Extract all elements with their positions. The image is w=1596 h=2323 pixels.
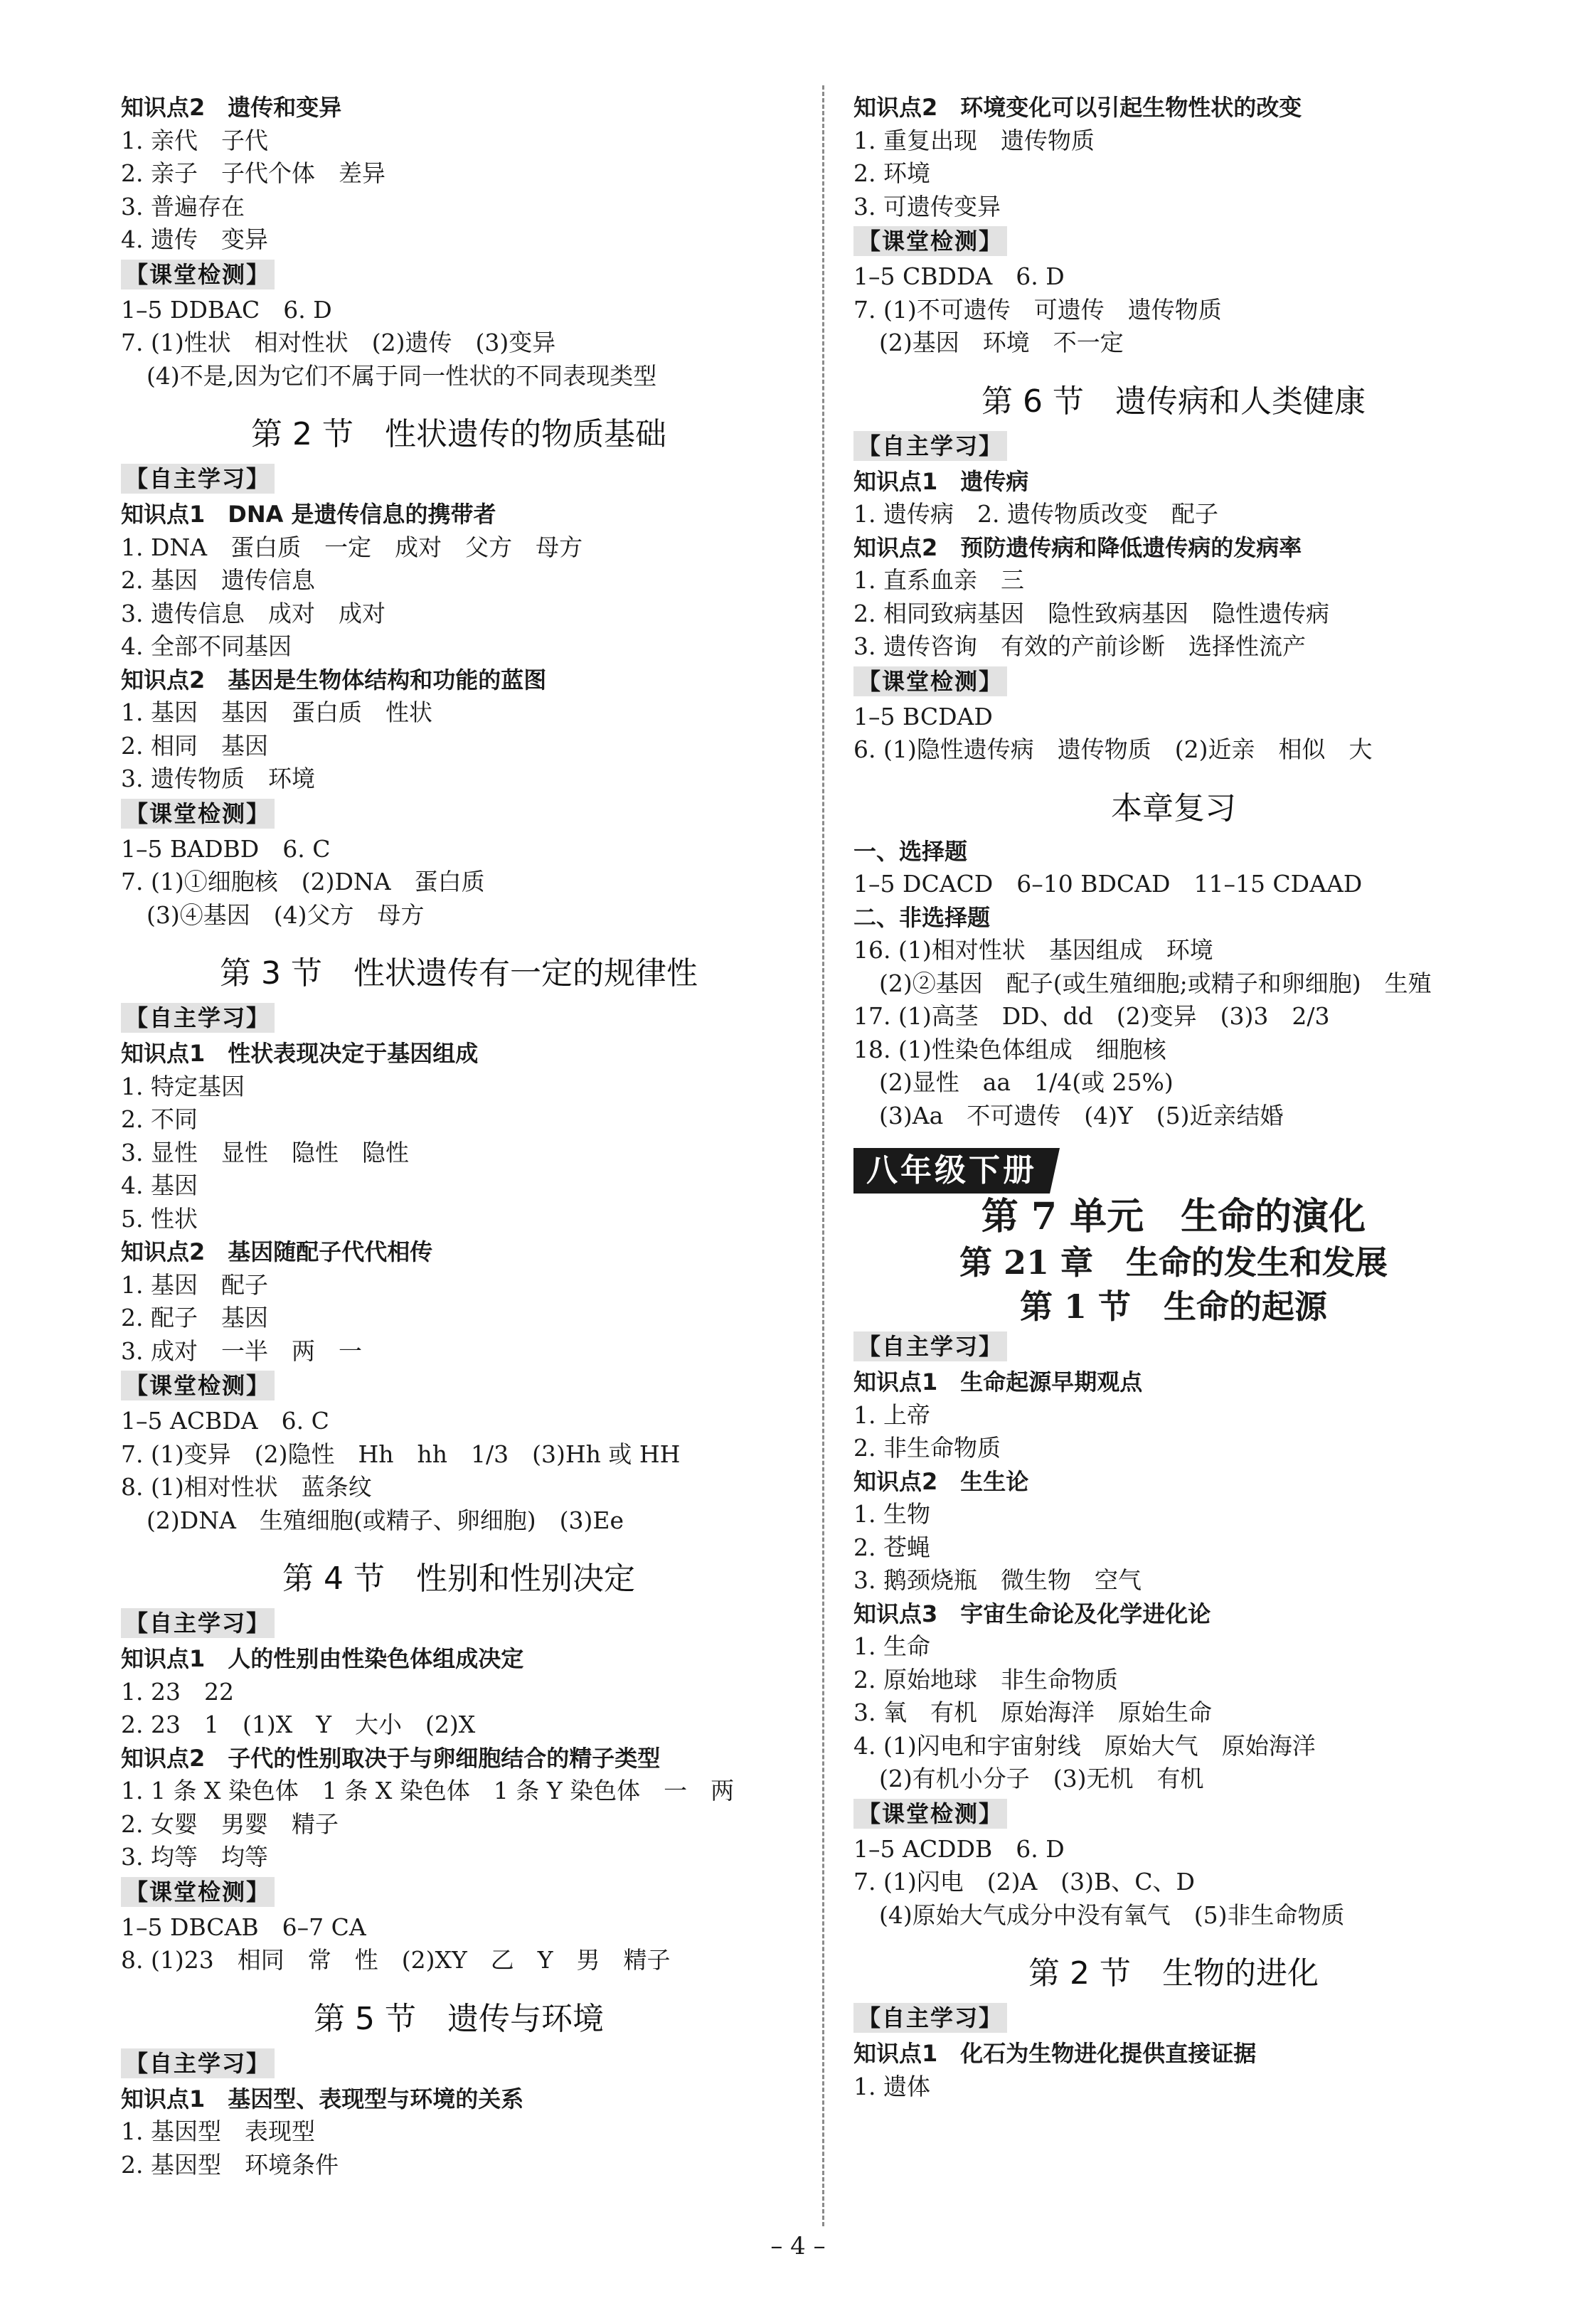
section-title: 第 5 节 遗传与环境 <box>314 2000 604 2037</box>
answer-line: 4. 遗传 变异 <box>121 225 268 253</box>
knowledge-point-heading: 知识点1 遗传病 <box>853 467 1029 495</box>
answer-line: 1. 生命 <box>853 1632 930 1660</box>
answer-line: 1. 23 22 <box>121 1677 234 1706</box>
answer-line: 1. 上帝 <box>853 1400 930 1429</box>
answer-line: 1–5 BADBD 6. C <box>121 834 331 863</box>
knowledge-point-heading: 一、选择题 <box>853 837 968 865</box>
knowledge-point-heading: 知识点2 生生论 <box>853 1467 1029 1495</box>
answer-line: 1. DNA 蛋白质 一定 成对 父方 母方 <box>121 533 583 561</box>
page-number: – 4 – <box>770 2232 826 2260</box>
answer-line: 16. (1)相对性状 基因组成 环境 <box>853 936 1213 964</box>
section-title: 第 4 节 性别和性别决定 <box>282 1561 635 1597</box>
answer-line: 2. 相同致病基因 隐性致病基因 隐性遗传病 <box>853 599 1329 627</box>
answer-line: 1–5 BCDAD <box>853 702 993 730</box>
section-tag-row <box>121 461 797 498</box>
section-title: 第 3 节 性状遗传有一定的规律性 <box>220 955 698 992</box>
section-title: 第 2 节 生物的进化 <box>1028 1955 1319 1992</box>
answer-line: 7. (1)①细胞核 (2)DNA 蛋白质 <box>121 868 485 895</box>
knowledge-point-heading: 知识点2 基因是生物体结构和功能的蓝图 <box>121 666 547 693</box>
knowledge-point-heading: 知识点2 环境变化可以引起生物性状的改变 <box>853 94 1302 121</box>
knowledge-point-heading: 知识点1 化石为生物进化提供直接证据 <box>853 2040 1257 2067</box>
answer-line: 2. 非生命物质 <box>853 1434 1001 1462</box>
section-tag: 【课堂检测】 <box>121 260 275 289</box>
section-title: 第 2 节 性状遗传的物质基础 <box>251 416 666 452</box>
grade-banner: 八年级下册 <box>853 1148 1050 1194</box>
answer-line: 3. 可遗传变异 <box>853 192 1001 220</box>
answer-line-continued: (4)不是,因为它们不属于同一性状的不同表现类型 <box>147 361 657 390</box>
knowledge-point-heading: 知识点1 DNA 是遗传信息的携带者 <box>121 501 496 528</box>
answer-line: 2. 不同 <box>121 1105 198 1133</box>
answer-line: 3. 鹅颈烧瓶 微生物 空气 <box>853 1566 1142 1594</box>
answer-line: 3. 均等 均等 <box>121 1843 268 1871</box>
knowledge-point-heading: 知识点2 子代的性别取决于与卵细胞结合的精子类型 <box>121 1744 661 1772</box>
section-tag-row <box>121 1368 797 1405</box>
grade-banner-row <box>853 1132 1494 1194</box>
section-tag: 【课堂检测】 <box>121 799 275 829</box>
answer-line: 2. 女婴 男婴 精子 <box>121 1809 339 1838</box>
section-tag: 【自主学习】 <box>121 1003 275 1033</box>
knowledge-point-heading: 知识点1 性状表现决定于基因组成 <box>121 1040 479 1067</box>
answer-line: 3. 氧 有机 原始海洋 原始生命 <box>853 1699 1212 1726</box>
section-tag-row <box>121 1874 797 1911</box>
section-tag: 【自主学习】 <box>121 2048 275 2078</box>
answer-line: 1–5 ACDDB 6. D <box>853 1834 1065 1863</box>
column-divider <box>822 85 824 2226</box>
answer-line: 2. 原始地球 非生命物质 <box>853 1665 1118 1694</box>
answer-line: 1. 亲代 子代 <box>121 126 268 154</box>
chapter-title: 第 21 章 生命的发生和发展 <box>959 1243 1388 1282</box>
answer-line-continued: (2)有机小分子 (3)无机 有机 <box>879 1765 1204 1792</box>
section-tag: 【自主学习】 <box>121 1608 275 1638</box>
knowledge-point-heading: 知识点2 预防遗传病和降低遗传病的发病率 <box>853 533 1302 561</box>
section-tag-row <box>121 2046 797 2083</box>
answer-line: 1. 遗传病 2. 遗传物质改变 配子 <box>853 500 1218 528</box>
answer-line: 3. 显性 显性 隐性 隐性 <box>121 1138 409 1166</box>
section-tag-row <box>853 664 1494 701</box>
answer-line: 4. 基因 <box>121 1171 198 1199</box>
answer-line: 1–5 CBDDA 6. D <box>853 262 1065 290</box>
section-tag: 【自主学习】 <box>853 1331 1007 1361</box>
knowledge-point-heading: 知识点1 人的性别由性染色体组成决定 <box>121 1645 524 1672</box>
section-tag: 【自主学习】 <box>853 431 1007 461</box>
answer-line: 2. 亲子 子代个体 差异 <box>121 159 385 187</box>
section-tag: 【自主学习】 <box>121 464 275 494</box>
answer-line: 1–5 DDBAC 6. D <box>121 295 332 324</box>
answer-line-continued: (4)原始大气成分中没有氧气 (5)非生命物质 <box>879 1901 1345 1929</box>
answer-line: 1. 重复出现 遗传物质 <box>853 126 1095 154</box>
section-tag-row <box>121 257 797 294</box>
answer-line: 1. 生物 <box>853 1500 930 1528</box>
left-column <box>121 91 797 2181</box>
section-tag: 【课堂检测】 <box>121 1877 275 1907</box>
answer-line: 1. 基因 配子 <box>121 1270 268 1299</box>
answer-line: 1. 直系血亲 三 <box>853 566 1024 594</box>
answer-line: 2. 环境 <box>853 159 930 187</box>
knowledge-point-heading: 知识点2 遗传和变异 <box>121 94 342 121</box>
answer-line-continued: (2)显性 aa 1/4(或 25%) <box>879 1068 1174 1096</box>
answer-line: 3. 遗传咨询 有效的产前诊断 选择性流产 <box>853 632 1306 660</box>
section-title: 第 6 节 遗传病和人类健康 <box>981 383 1366 420</box>
answer-line: 6. (1)隐性遗传病 遗传物质 (2)近亲 相似 大 <box>853 735 1373 763</box>
answer-line: 7. (1)闪电 (2)A (3)B、C、D <box>853 1868 1195 1896</box>
answer-line: 7. (1)不可遗传 可遗传 遗传物质 <box>853 295 1222 324</box>
answer-line: 8. (1)23 相同 常 性 (2)XY 乙 Y 男 精子 <box>121 1946 671 1974</box>
section-tag: 【课堂检测】 <box>853 1799 1007 1829</box>
answer-line: 1. 特定基因 <box>121 1072 245 1100</box>
answer-line: 3. 遗传物质 环境 <box>121 765 315 792</box>
section-tag: 【课堂检测】 <box>853 666 1007 696</box>
knowledge-point-heading: 知识点1 生命起源早期观点 <box>853 1368 1143 1396</box>
knowledge-point-heading: 二、非选择题 <box>853 903 991 931</box>
answer-line: 2. 23 1 (1)X Y 大小 (2)X <box>121 1711 476 1738</box>
knowledge-point-heading: 知识点3 宇宙生命论及化学进化论 <box>853 1600 1211 1627</box>
section-tag: 【课堂检测】 <box>853 226 1007 256</box>
answer-line: 2. 配子 基因 <box>121 1304 268 1331</box>
answer-line: 3. 普遍存在 <box>121 192 245 220</box>
answer-line: 3. 成对 一半 两 一 <box>121 1336 362 1365</box>
answer-line: 4. (1)闪电和宇宙射线 原始大气 原始海洋 <box>853 1731 1316 1760</box>
section-tag: 【课堂检测】 <box>121 1371 275 1400</box>
answer-line: 2. 苍蝇 <box>853 1533 930 1561</box>
answer-line-continued: (2)②基因 配子(或生殖细胞;或精子和卵细胞) 生殖 <box>879 969 1432 997</box>
answer-line: 7. (1)变异 (2)隐性 Hh hh 1/3 (3)Hh 或 HH <box>121 1440 681 1468</box>
answer-line: 1. 1 条 X 染色体 1 条 X 染色体 1 条 Y 染色体 一 两 <box>121 1777 735 1804</box>
answer-line-continued: (2)基因 环境 不一定 <box>879 329 1124 356</box>
knowledge-point-heading: 知识点2 基因随配子代代相传 <box>121 1238 433 1265</box>
answer-line: 2. 相同 基因 <box>121 731 268 760</box>
answer-line-continued: (3)④基因 (4)父方 母方 <box>147 900 425 929</box>
section-tag: 【自主学习】 <box>853 2003 1007 2033</box>
answer-line: 1. 基因型 表现型 <box>121 2117 315 2145</box>
section-tag-row <box>121 1605 797 1642</box>
answer-line: 4. 全部不同基因 <box>121 632 292 660</box>
answer-line: 2. 基因型 环境条件 <box>121 2150 339 2179</box>
answer-line: 3. 遗传信息 成对 成对 <box>121 599 385 627</box>
answer-line: 1–5 DBCAB 6–7 CA <box>121 1913 366 1941</box>
chapter-title: 第 1 节 生命的起源 <box>1019 1287 1328 1326</box>
unit-title: 第 7 单元 生命的演化 <box>981 1195 1366 1238</box>
answer-line: 8. (1)相对性状 蓝条纹 <box>121 1473 372 1501</box>
answer-line: 1–5 DCACD 6–10 BDCAD 11–15 CDAAD <box>853 870 1363 898</box>
section-tag-row <box>853 1796 1494 1833</box>
section-title: 本章复习 <box>1111 790 1236 826</box>
knowledge-point-heading: 知识点1 基因型、表现型与环境的关系 <box>121 2085 524 2112</box>
answer-line: 7. (1)性状 相对性状 (2)遗传 (3)变异 <box>121 329 556 356</box>
section-tag-row <box>853 2000 1494 2037</box>
section-tag-row <box>853 223 1494 260</box>
answer-line: 2. 基因 遗传信息 <box>121 566 315 594</box>
answer-line: 17. (1)高茎 DD、dd (2)变异 (3)3 2/3 <box>853 1002 1330 1030</box>
right-column <box>853 91 1494 2103</box>
answer-line-continued: (2)DNA 生殖细胞(或精子、卵细胞) (3)Ee <box>147 1506 624 1534</box>
answer-line: 1–5 ACBDA 6. C <box>121 1407 329 1435</box>
answer-line-continued: (3)Aa 不可遗传 (4)Y (5)近亲结婚 <box>879 1101 1284 1129</box>
section-tag-row <box>853 1329 1494 1366</box>
answer-line: 18. (1)性染色体组成 细胞核 <box>853 1035 1166 1063</box>
section-tag-row <box>121 1000 797 1037</box>
answer-line: 1. 基因 基因 蛋白质 性状 <box>121 698 432 726</box>
answer-line: 5. 性状 <box>121 1204 198 1233</box>
section-tag-row <box>853 428 1494 465</box>
answer-line: 1. 遗体 <box>853 2072 930 2100</box>
section-tag-row <box>121 796 797 833</box>
